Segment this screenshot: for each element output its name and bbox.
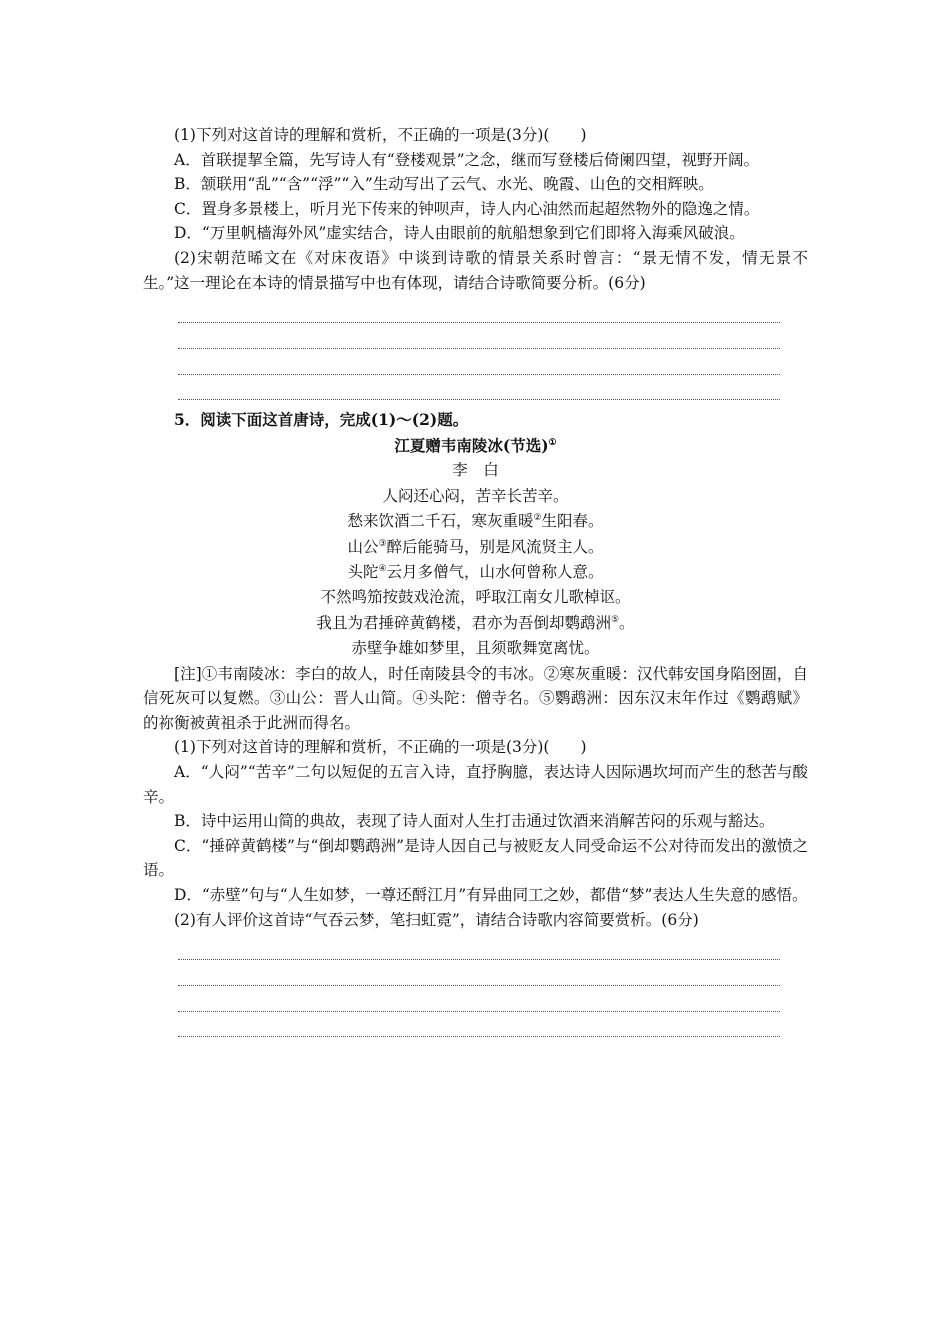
- poem-line: 我且为君捶碎黄鹤楼，君亦为吾倒却鹦鹉洲⑤。: [316, 613, 635, 632]
- poem-line: 赤壁争雄如梦里，且须歌舞宽离忧。: [351, 639, 600, 658]
- answer-line[interactable]: [178, 297, 780, 323]
- poem: [143, 433, 808, 662]
- footnote-mark: ④: [378, 563, 387, 574]
- document-content: [143, 123, 808, 1037]
- q4-option-d: D．“万里帆樯海外风”虚实结合，诗人由眼前的航船想象到它们即将入海乘风破浪。: [174, 224, 745, 243]
- answer-line[interactable]: [178, 960, 780, 986]
- footnote-mark: ③: [378, 538, 387, 549]
- answer-line[interactable]: [178, 1012, 780, 1038]
- poem-author: 李 白: [452, 461, 499, 480]
- answer-line[interactable]: [178, 349, 780, 375]
- footnote-mark: ②: [533, 513, 542, 523]
- poem-line: 愁来饮酒二千石，寒灰重暖②生阳春。: [347, 512, 604, 531]
- q4-option-a: A．首联提挈全篇，先写诗人有“登楼观景”之念，继而写登楼后倚阑四望，视野开阔。: [174, 150, 760, 169]
- answer-line[interactable]: [178, 375, 780, 401]
- poem-line: 人闷还心闷，苦辛长苦辛。: [382, 486, 569, 505]
- q4-option-b: B．颔联用“乱”“含”“浮”“入”生动写出了云气、水光、晚霞、山色的交相辉映。: [174, 175, 714, 194]
- poem-line: 山公③醉后能骑马，别是风流贤主人。: [347, 537, 604, 556]
- answer-line[interactable]: [178, 934, 780, 960]
- q5-sub2-prompt: (2)有人评价这首诗“气吞云梦，笔扫虹霓”，请结合诗歌内容简要赏析。(6分): [174, 910, 699, 929]
- poem-line: 不然鸣笳按鼓戏沧流，呼取江南女儿歌棹讴。: [320, 588, 631, 607]
- answer-line[interactable]: [178, 323, 780, 349]
- notes-text: ①韦南陵冰：李白的故人，时任南陵县令的韦冰。②寒灰重暖：汉代韩安国身陷囹圄，自信死灰可以复燃。③山公：晋人山简。④头陀：僧寺名。⑤鹦鹉洲：因东汉末年作过《鹦鹉赋》的祢衡被黄祖杀于此洲而得名。: [143, 664, 808, 732]
- answer-line[interactable]: [178, 986, 780, 1012]
- q4-sub2-prompt: (2)宋朝范晞文在《对床夜语》中谈到诗歌的情景关系时曾言：“景无情不发，情无景不生。”这一理论在本诗的情景描写中也有体现，请结合诗歌简要分析。(6分): [143, 248, 808, 292]
- q5-option-a: A．“人闷”“苦辛”二句以短促的五言入诗，直抒胸臆，表达诗人因际遇坎坷而产生的愁苦与酸辛。: [143, 762, 808, 806]
- q5-sub1-stem: (1)下列对这首诗的理解和赏析，不正确的一项是(3分)( ): [174, 738, 587, 757]
- footnote-mark: ⑤: [610, 614, 620, 625]
- q5-option-d: D．“赤壁”句与“人生如梦，一尊还酹江月”有异曲同工之妙，都借“梦”表达人生失意的感悟。: [174, 885, 808, 904]
- poem-line: 头陀④云月多僧气，山水何曾称人意。: [347, 562, 604, 581]
- poem-notes: [143, 662, 808, 736]
- q5-answer-lines[interactable]: [178, 934, 780, 1037]
- q5-option-b: B．诗中运用山简的典故，表现了诗人面对人生打击通过饮酒来消解苦闷的乐观与豁达。: [174, 812, 775, 831]
- q4-option-c: C．置身多景楼上，听月光下传来的钟呗声，诗人内心油然而起超然物外的隐逸之情。: [174, 199, 760, 218]
- q4-answer-lines[interactable]: [178, 297, 780, 400]
- q5-option-c: C．“捶碎黄鹤楼”与“倒却鹦鹉洲”是诗人因自己与被贬友人同受命运不公对待而发出的激愤之语。: [143, 836, 808, 880]
- notes-label: [注]: [174, 664, 202, 683]
- poem-title: 江夏赠韦南陵冰(节选)①: [394, 435, 557, 455]
- footnote-mark: ①: [548, 437, 557, 448]
- q5-heading: 5．阅读下面这首唐诗，完成(1)～(2)题。: [174, 410, 469, 430]
- q4-sub1-stem: (1)下列对这首诗的理解和赏析，不正确的一项是(3分)( ): [174, 126, 587, 144]
